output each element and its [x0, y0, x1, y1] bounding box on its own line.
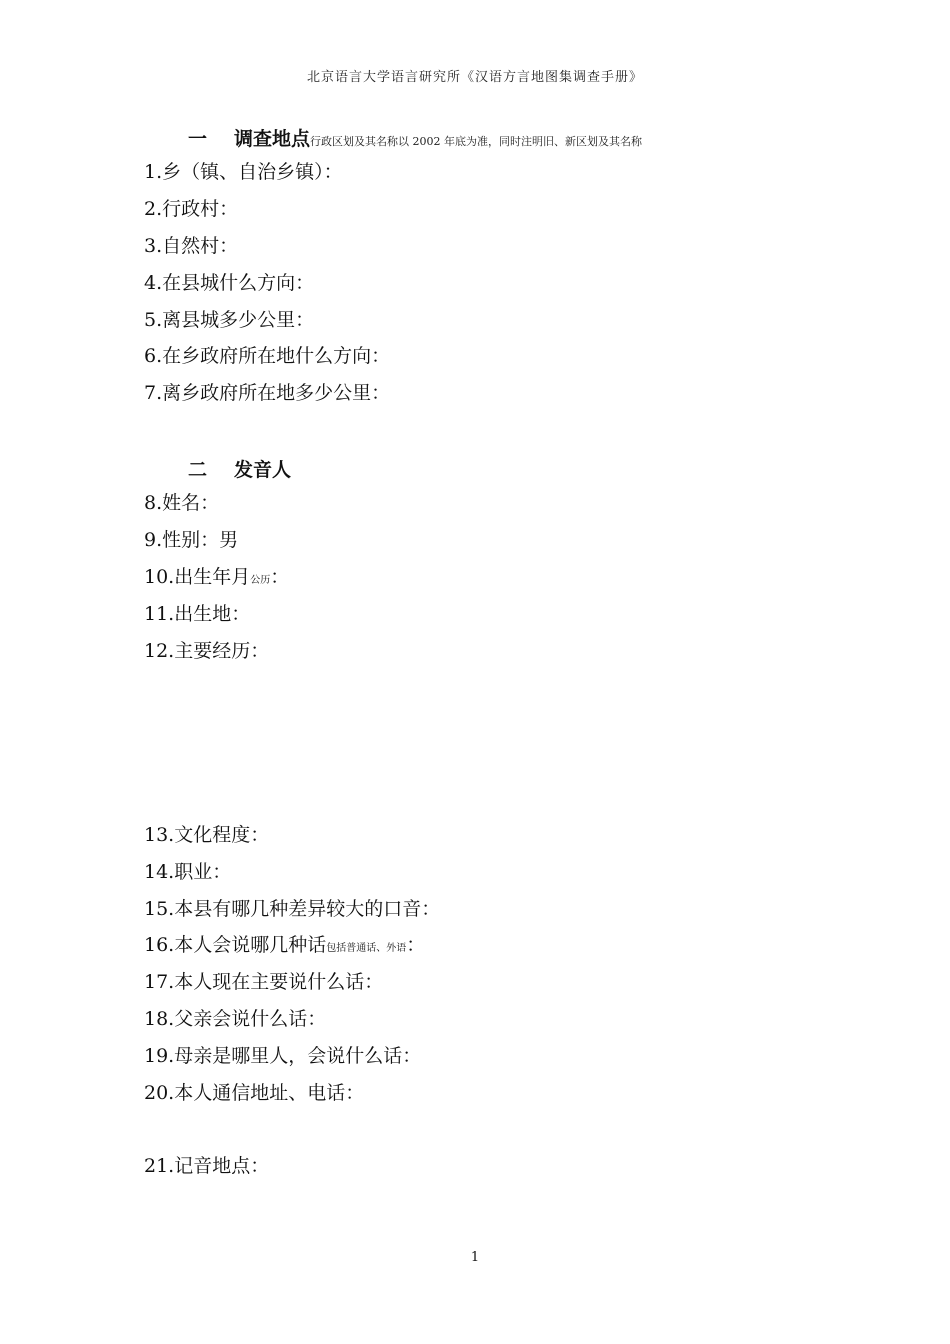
item-occupation: 14.职业：	[144, 861, 232, 883]
section-title: 发音人	[234, 459, 292, 481]
section-heading-informant	[188, 455, 291, 482]
item-admin-village: 2.行政村：	[144, 198, 239, 220]
item-note: 包括普通话、外语	[326, 943, 407, 954]
item-father-language: 18.父亲会说什么话：	[144, 1008, 327, 1030]
item-birthplace: 11.出生地：	[144, 603, 251, 625]
item-contact-info: 20.本人通信地址、电话：	[144, 1082, 365, 1104]
item-label: 16.本人会说哪几种话	[144, 934, 327, 956]
section-title: 调查地点	[234, 128, 311, 150]
item-township-direction: 6.在乡政府所在地什么方向：	[144, 345, 391, 367]
section-heading-survey-location	[188, 124, 642, 151]
section-number: 一	[188, 128, 208, 150]
item-colon: ：	[270, 566, 290, 588]
item-note: 公历	[250, 575, 271, 586]
item-birth-date	[144, 565, 289, 593]
item-natural-village: 3.自然村：	[144, 235, 239, 257]
item-label: 10.出生年月	[144, 566, 251, 588]
section-note: 行政区划及其名称以 2002 年底为准，同时注明旧、新区划及其名称	[310, 135, 643, 148]
item-mother-origin: 19.母亲是哪里人，会说什么话：	[144, 1045, 422, 1067]
item-education: 13.文化程度：	[144, 824, 270, 846]
item-languages-spoken	[144, 933, 425, 961]
item-colon: ：	[406, 934, 426, 956]
item-county-accents: 15.本县有哪几种差异较大的口音：	[144, 898, 441, 920]
item-name: 8.姓名：	[144, 492, 220, 514]
item-county-direction: 4.在县城什么方向：	[144, 272, 315, 294]
item-county-distance: 5.离县城多少公里：	[144, 309, 315, 331]
page-number: 1	[470, 1250, 480, 1265]
item-main-experience: 12.主要经历：	[144, 640, 270, 662]
page-header: 北京语言大学语言研究所《汉语方言地图集调查手册》	[306, 70, 643, 85]
item-township-distance: 7.离乡政府所在地多少公里：	[144, 382, 391, 404]
item-township: 1.乡（镇、自治乡镇）：	[144, 161, 343, 183]
item-main-language: 17.本人现在主要说什么话：	[144, 971, 384, 993]
section-number: 二	[188, 459, 208, 481]
item-recording-location: 21.记音地点：	[144, 1155, 270, 1177]
item-gender: 9.性别：男	[144, 529, 239, 551]
